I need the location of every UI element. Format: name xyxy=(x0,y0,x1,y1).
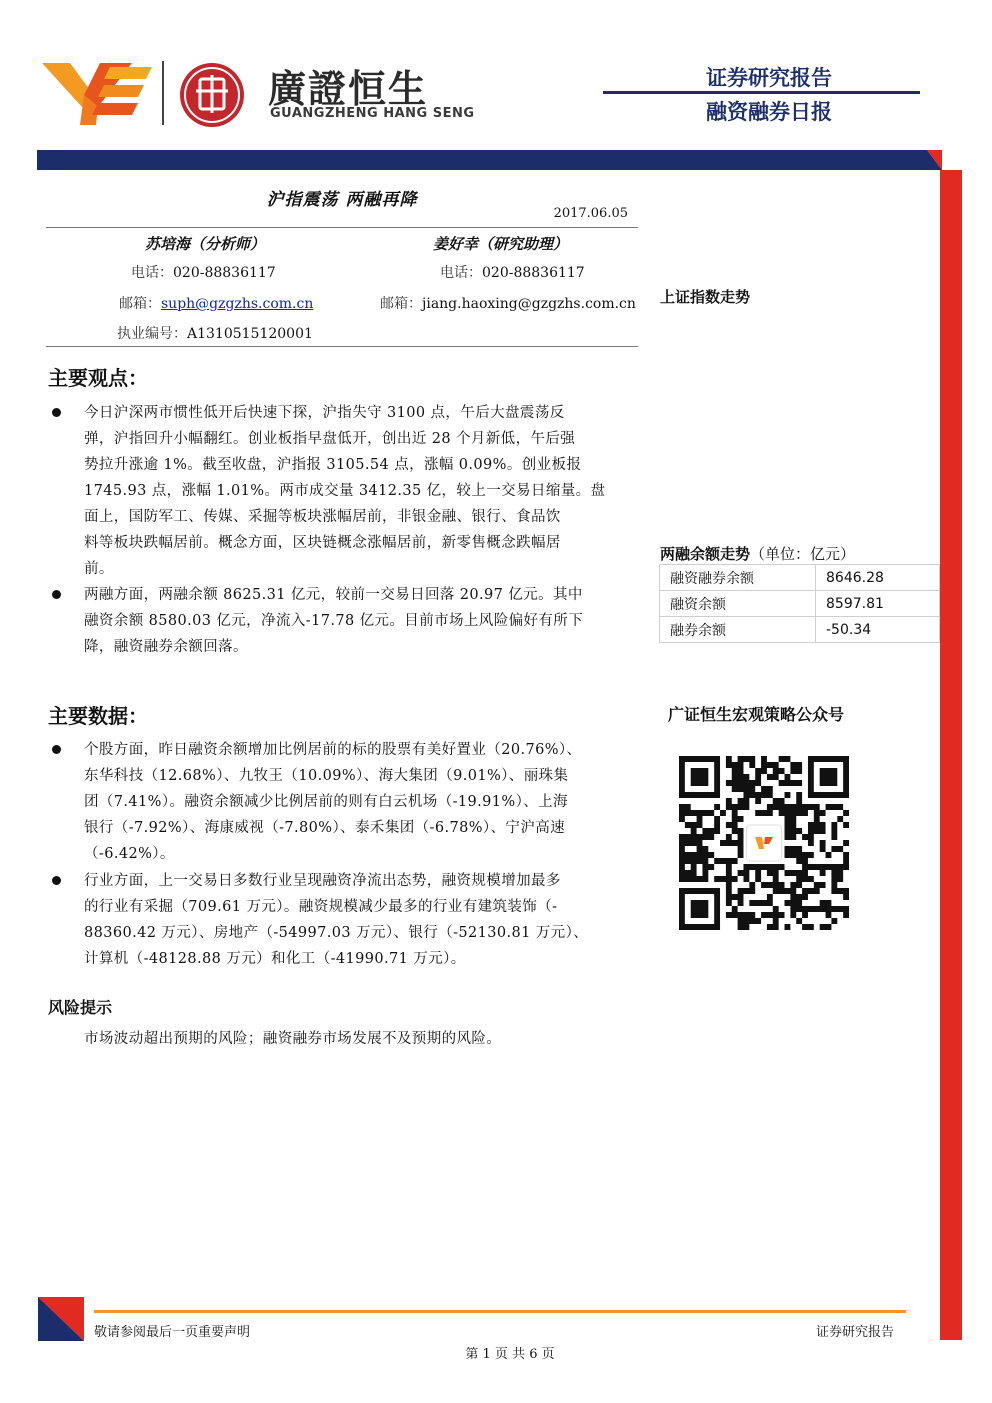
phone-value: 020-88836117 xyxy=(482,265,585,281)
header-divider xyxy=(603,91,920,94)
text-line: 今日沪深两市惯性低开后快速下探，沪指失守 3100 点，午后大盘震荡反 xyxy=(84,405,565,421)
email-link[interactable]: suph@gzgzhs.com.cn xyxy=(161,296,314,312)
margin-table-title xyxy=(660,543,855,564)
bullet-marker xyxy=(52,408,61,417)
author-name: 姜好幸（研究助理） xyxy=(433,235,569,253)
license-label: 执业编号： xyxy=(117,326,187,342)
text-line: 降，融资融券余额回落。 xyxy=(84,639,248,655)
qr-code-icon[interactable] xyxy=(679,756,849,930)
main-data-paragraph xyxy=(84,737,638,867)
authors-bottom-divider xyxy=(46,346,638,347)
title-band xyxy=(37,150,942,170)
text-line: 融资余额 8580.03 亿元，净流入-17.78 亿元。目前市场上风险偏好有所下 xyxy=(84,613,584,629)
article-date: 2017.06.05 xyxy=(553,206,628,221)
text-line: 面上，国防军工、传媒、采掘等板块涨幅居前，非银金融、银行、食品饮 xyxy=(84,509,561,525)
risk-text: 市场波动超出预期的风险；融资融券市场发展不及预期的风险。 xyxy=(84,1031,502,1047)
phone-label: 电话： xyxy=(131,265,173,281)
email-label: 邮箱： xyxy=(380,296,422,312)
report-type: 证券研究报告 xyxy=(706,66,832,90)
table-row xyxy=(660,591,940,617)
footer-report-type: 证券研究报告 xyxy=(816,1325,895,1340)
text-line: 东华科技（12.68%）、九牧王（10.09%）、海大集团（9.01%）、丽珠集 xyxy=(84,768,569,784)
text-line: 团（7.41%）。融资余额减少比例居前的则有白云机场（-19.91%）、上海 xyxy=(84,794,568,810)
license-value: A1310515120001 xyxy=(187,326,313,342)
author-email xyxy=(119,293,313,313)
table-row xyxy=(660,565,940,591)
margin-balance-table xyxy=(659,564,940,643)
text-line: 行业方面，上一交易日多数行业呈现融资净流出态势，融资规模增加最多 xyxy=(84,873,561,889)
wechat-account-label: 广证恒生宏观策略公众号 xyxy=(668,705,845,724)
table-row xyxy=(660,617,940,643)
text-line: 弹，沪指回升小幅翻红。创业板指早盘低开，创出近 28 个月新低，午后强 xyxy=(84,431,576,447)
text-line: 的行业有采掘（709.61 万元）。融资规模减少最多的行业有建筑装饰（- xyxy=(84,899,558,915)
main-point-paragraph xyxy=(84,582,638,660)
side-accent-bar xyxy=(940,170,962,1340)
author-email xyxy=(380,293,636,313)
main-data-heading: 主要数据： xyxy=(48,704,148,728)
footer-divider xyxy=(94,1310,906,1313)
seal-icon xyxy=(180,63,244,127)
text-line: 料等板块跌幅居前。概念方面，区块链概念涨幅居前，新零售概念跌幅居 xyxy=(84,535,561,551)
table-title-unit: （单位：亿元） xyxy=(750,545,856,563)
phone-value: 020-88836117 xyxy=(173,265,276,281)
table-cell-label: 融券余额 xyxy=(660,617,816,643)
risk-heading: 风险提示 xyxy=(48,998,113,1017)
table-cell-value: -50.34 xyxy=(816,617,940,643)
table-cell-label: 融资融券余额 xyxy=(660,565,816,591)
table-cell-value: 8646.28 xyxy=(816,565,940,591)
text-line: 个股方面，昨日融资余额增加比例居前的标的股票有美好置业（20.76%）、 xyxy=(84,742,582,758)
author-phone xyxy=(131,262,276,282)
table-cell-value: 8597.81 xyxy=(816,591,940,617)
text-line: 两融方面，两融余额 8625.31 亿元，较前一交易日回落 20.97 亿元。其中 xyxy=(84,587,583,603)
index-trend-label: 上证指数走势 xyxy=(660,288,751,306)
phone-label: 电话： xyxy=(440,265,482,281)
report-subtype: 融资融券日报 xyxy=(706,100,832,124)
bullet-marker xyxy=(52,590,61,599)
table-title-main: 两融余额走势 xyxy=(660,545,751,563)
brand-name-cn: 廣證恒生 xyxy=(268,67,429,111)
table-cell-label: 融资余额 xyxy=(660,591,816,617)
text-line: 计算机（-48128.88 万元）和化工（-41990.71 万元）。 xyxy=(84,951,466,967)
author-license xyxy=(117,323,313,343)
text-line: 1745.93 点，涨幅 1.01%。两市成交量 3412.35 亿，较上一交易日缩量。盘 xyxy=(84,483,606,499)
ye-logo-icon xyxy=(42,63,152,125)
footer-corner-mark xyxy=(38,1297,84,1341)
main-point-paragraph xyxy=(84,400,638,582)
authors-top-divider xyxy=(46,227,638,228)
text-line: 前。 xyxy=(84,561,114,577)
footer-disclaimer: 敬请参阅最后一页重要声明 xyxy=(94,1325,251,1340)
main-points-heading: 主要观点： xyxy=(48,366,148,390)
text-line: 势拉升涨逾 1%。截至收盘，沪指报 3105.54 点，涨幅 0.09%。创业板报 xyxy=(84,457,582,473)
email-label: 邮箱： xyxy=(119,296,161,312)
email-value: jiang.haoxing@gzgzhs.com.cn xyxy=(422,296,636,312)
author-phone xyxy=(440,262,585,282)
page-number: 第 1 页 共 6 页 xyxy=(465,1347,555,1362)
text-line: （-6.42%）。 xyxy=(84,846,175,862)
text-line: 银行（-7.92%）、海康威视（-7.80%）、泰禾集团（-6.78%）、宁沪高速 xyxy=(84,820,566,836)
bullet-marker xyxy=(52,745,61,754)
bullet-marker xyxy=(52,876,61,885)
brand-name-en: GUANGZHENG HANG SENG xyxy=(270,106,475,121)
main-data-paragraph xyxy=(84,868,638,972)
author-name: 苏培海（分析师） xyxy=(145,235,266,253)
text-line: 88360.42 万元）、房地产（-54997.03 万元）、银行（-52130.81 万元）、 xyxy=(84,925,589,941)
article-title: 沪指震荡 两融再降 xyxy=(266,190,418,210)
